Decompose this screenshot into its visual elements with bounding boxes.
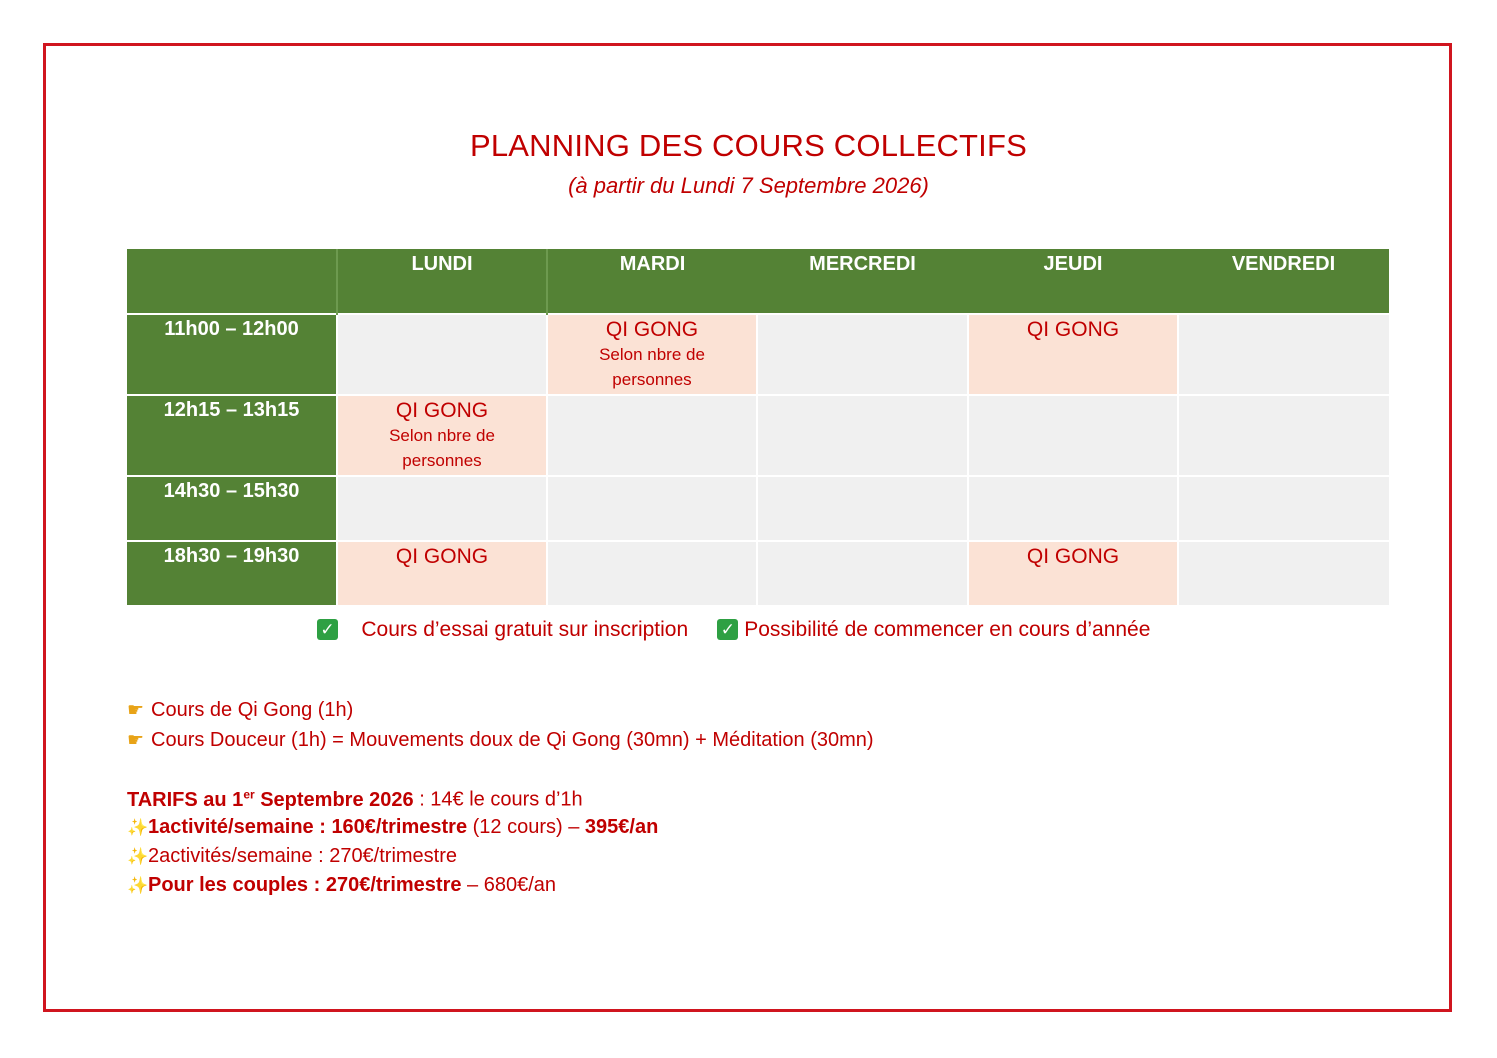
- course-cell: [337, 541, 547, 605]
- day-header-vendredi: VENDREDI: [1178, 249, 1389, 314]
- tarif-label: 2activités/semaine : 270€/trimestre: [148, 845, 458, 867]
- course-cell: [968, 541, 1178, 605]
- tarif-line-1: [127, 816, 658, 839]
- course-info-qigong: [127, 699, 353, 722]
- page-title: PLANNING DES COURS COLLECTIFS: [469, 128, 1028, 163]
- day-header-lundi: LUNDI: [337, 249, 547, 314]
- course-name: QI GONG: [1026, 545, 1120, 568]
- tarif-price-year: 395€/an: [584, 816, 659, 838]
- empty-cell: [547, 541, 757, 605]
- empty-cell: [337, 314, 547, 395]
- empty-cell: [547, 476, 757, 541]
- course-info-text: Cours Douceur (1h) = Mouvements doux de Qi Gong (30mn) + Méditation (30mn): [151, 729, 874, 751]
- course-name: QI GONG: [605, 318, 699, 341]
- course-name: QI GONG: [395, 545, 489, 568]
- course-name: QI GONG: [1026, 318, 1120, 341]
- empty-cell: [757, 314, 968, 395]
- table-row: [127, 314, 1389, 395]
- course-note: personnes: [612, 370, 692, 389]
- day-header-mercredi: MERCREDI: [757, 249, 968, 314]
- trial-note: Cours d’essai gratuit sur inscription: [361, 618, 689, 641]
- empty-cell: [1178, 395, 1389, 476]
- start-anytime-note: Possibilité de commencer en cours d’année: [744, 618, 1151, 641]
- tarif-price: 270€/trimestre: [325, 874, 462, 896]
- empty-cell: [1178, 314, 1389, 395]
- course-note: personnes: [402, 451, 482, 470]
- empty-cell: [968, 476, 1178, 541]
- time-slot: 14h30 – 15h30: [127, 476, 337, 541]
- course-name: QI GONG: [395, 399, 489, 422]
- course-cell: [547, 314, 757, 395]
- check-box-icon: ✓: [317, 619, 338, 640]
- empty-cell: [757, 541, 968, 605]
- table-row: [127, 476, 1389, 541]
- tarif-detail: (12 cours) –: [467, 816, 585, 838]
- page-subtitle: (à partir du Lundi 7 Septembre 2026): [568, 173, 929, 198]
- tarif-price: 160€/trimestre: [331, 816, 468, 838]
- notes-line: [317, 618, 1150, 642]
- course-note: Selon nbre de: [389, 426, 495, 445]
- tarif-label: 1activité/semaine :: [148, 816, 332, 838]
- tarif-line-2: [127, 845, 457, 868]
- day-header-mardi: MARDI: [547, 249, 757, 314]
- course-cell: [968, 314, 1178, 395]
- empty-cell: [1178, 476, 1389, 541]
- check-box-icon: ✓: [717, 619, 738, 640]
- table-row: [127, 541, 1389, 605]
- empty-cell: [1178, 541, 1389, 605]
- time-slot: 12h15 – 13h15: [127, 395, 337, 476]
- course-info-text: Cours de Qi Gong (1h): [151, 699, 354, 721]
- tarifs-title: [127, 789, 414, 811]
- tarif-line-3: [127, 874, 556, 897]
- time-slot: 18h30 – 19h30: [127, 541, 337, 605]
- empty-cell: [547, 395, 757, 476]
- empty-cell: [757, 395, 968, 476]
- sparkles-icon: ✨: [127, 818, 149, 837]
- pointing-hand-icon: ☛: [127, 730, 145, 751]
- table-row: [127, 395, 1389, 476]
- tarifs-title-sup: er: [243, 787, 255, 801]
- sparkles-icon: ✨: [127, 876, 149, 895]
- tarifs-title-pre: TARIFS au 1: [127, 788, 244, 811]
- corner-header: [127, 249, 337, 314]
- tarif-price-year: – 680€/an: [461, 874, 557, 896]
- time-slot: 11h00 – 12h00: [127, 314, 337, 395]
- course-info-douceur: [127, 729, 874, 752]
- header-row: [127, 249, 1389, 314]
- tarif-label: Pour les couples :: [148, 874, 326, 896]
- course-note: Selon nbre de: [599, 345, 705, 364]
- empty-cell: [337, 476, 547, 541]
- tarifs-title-post: Septembre 2026: [254, 788, 414, 811]
- schedule-table: [127, 249, 1389, 605]
- sparkles-icon: ✨: [127, 847, 149, 866]
- course-cell: [337, 395, 547, 476]
- tarifs-base-price: : 14€ le cours d’1h: [413, 788, 583, 811]
- pointing-hand-icon: ☛: [127, 700, 145, 721]
- day-header-jeudi: JEUDI: [968, 249, 1178, 314]
- tarifs-heading: [127, 787, 583, 812]
- empty-cell: [968, 395, 1178, 476]
- empty-cell: [757, 476, 968, 541]
